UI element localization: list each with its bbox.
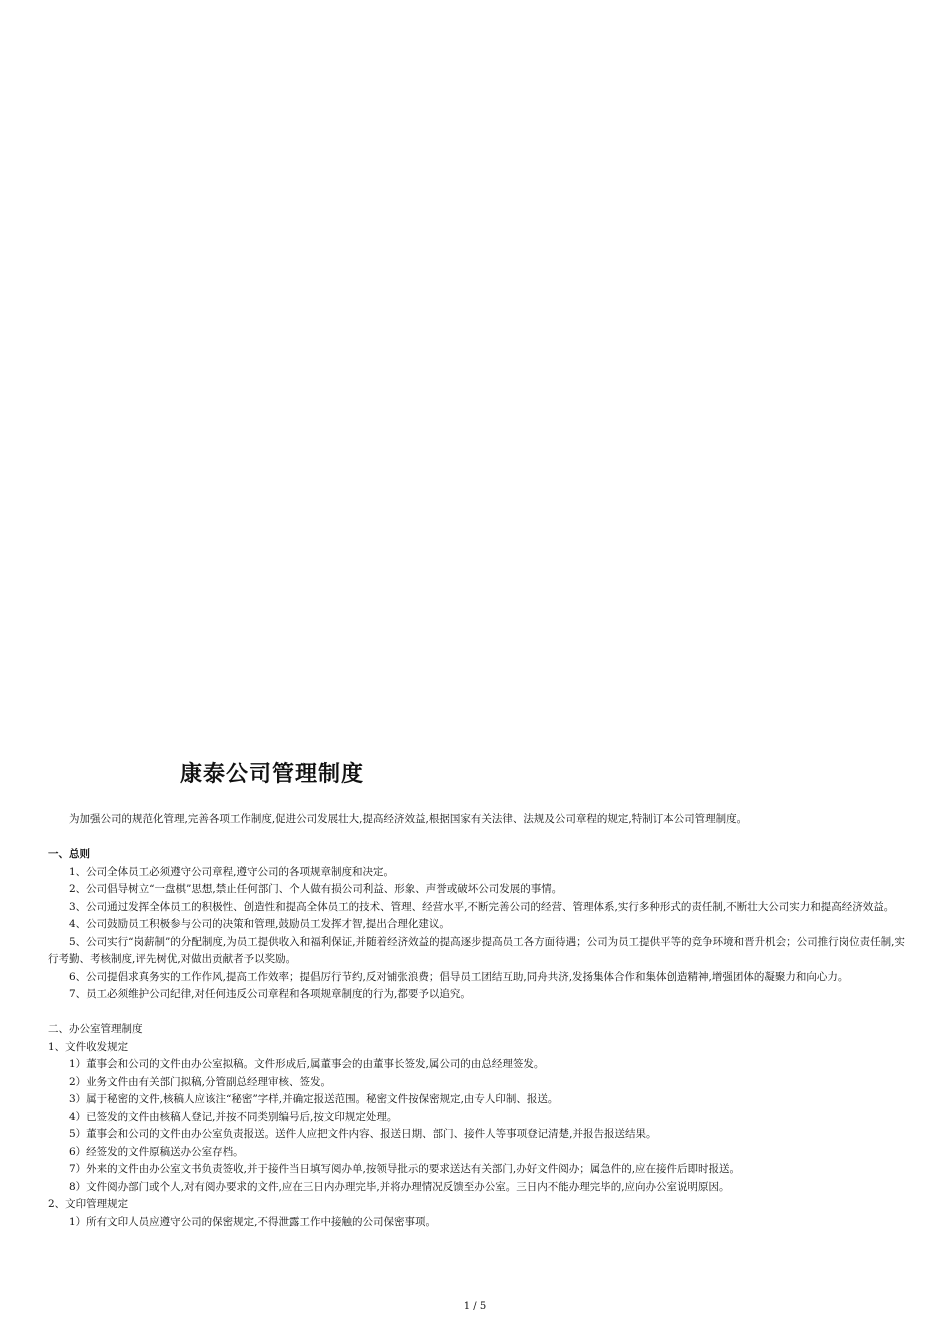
documents-item-7: 7）外来的文件由办公室文书负责签收,并于接件当日填写阅办单,按领导批示的要求送达有关部门,办好文件阅办；属急件的,应在接件后即时报送。 — [69, 1163, 741, 1175]
documents-item-3: 3）属于秘密的文件,核稿人应该注“秘密”字样,并确定报送范围。秘密文件按保密规定,由专人印制、报送。 — [69, 1093, 559, 1105]
documents-item-8: 8）文件阅办部门或个人,对有阅办要求的文件,应在三日内办理完毕,并将办理情况反馈至办公室。三日内不能办理完毕的,应向办公室说明原因。 — [69, 1180, 730, 1193]
subsection-heading-printing: 2、文印管理规定 — [48, 1198, 129, 1210]
intro-paragraph: 为加强公司的规范化管理,完善各项工作制度,促进公司发展壮大,提高经济效益,根据国家有关法律、法规及公司章程的规定,特制订本公司管理制度。 — [69, 813, 748, 825]
general-item-4: 4、公司鼓励员工积极参与公司的决策和管理,鼓励员工发挥才智,提出合理化建议。 — [69, 918, 450, 930]
documents-item-4: 4）已签发的文件由核稿人登记,并按不同类别编号后,按文印规定处理。 — [69, 1110, 398, 1123]
documents-item-6: 6）经签发的文件原稿送办公室存档。 — [69, 1145, 244, 1158]
general-item-7: 7、员工必须维护公司纪律,对任何违反公司章程和各项规章制度的行为,都要予以追究。 — [69, 988, 471, 1000]
spacer — [48, 829, 910, 847]
printing-item-1: 1）所有文印人员应遵守公司的保密规定,不得泄露工作中接触的公司保密事项。 — [69, 1215, 437, 1228]
documents-item-5: 5）董事会和公司的文件由办公室负责报送。送件人应把文件内容、报送日期、部门、接件人等事项登记清楚,并报告报送结果。 — [69, 1128, 657, 1140]
general-item-2: 2、公司倡导树立“一盘棋”思想,禁止任何部门、个人做有损公司利益、形象、声誉或破坏公司发展的事情。 — [69, 883, 563, 895]
documents-item-1: 1）董事会和公司的文件由办公室拟稿。文件形成后,属董事会的由董事长签发,属公司的由总经理签发。 — [69, 1058, 545, 1070]
general-item-5: 5、公司实行“岗薪制”的分配制度,为员工提供收入和福利保证,并随着经济效益的提高逐步提高员工各方面待遇；公司为员工提供平等的竞争环境和晋升机会；公司推行岗位责任制,实行考勤、考核制度,评先树优,对做出贡献者予以奖励。 — [48, 935, 905, 965]
subsection-heading-documents: 1、文件收发规定 — [48, 1040, 129, 1053]
section-heading-general: 一、总则 — [48, 848, 90, 860]
general-item-3: 3、公司通过发挥全体员工的积极性、创造性和提高全体员工的技术、管理、经营水平,不断完善公司的经营、管理体系,实行多种形式的责任制,不断壮大公司实力和提高经济效益。 — [69, 900, 895, 913]
document-title: 康泰公司管理制度 — [180, 762, 365, 787]
spacer — [48, 1004, 910, 1022]
documents-item-2: 2）业务文件由有关部门拟稿,分管副总经理审核、签发。 — [69, 1075, 332, 1088]
general-item-6: 6、公司提倡求真务实的工作作风,提高工作效率；提倡厉行节约,反对铺张浪费；倡导员工团结互助,同舟共济,发扬集体合作和集体创造精神,增强团体的凝聚力和向心力。 — [69, 970, 849, 983]
section-heading-office: 二、办公室管理制度 — [48, 1023, 143, 1035]
general-item-1: 1、公司全体员工必须遵守公司章程,遵守公司的各项规章制度和决定。 — [69, 865, 395, 878]
page-number: 1 / 5 — [463, 1301, 487, 1312]
document-body — [48, 811, 910, 1231]
